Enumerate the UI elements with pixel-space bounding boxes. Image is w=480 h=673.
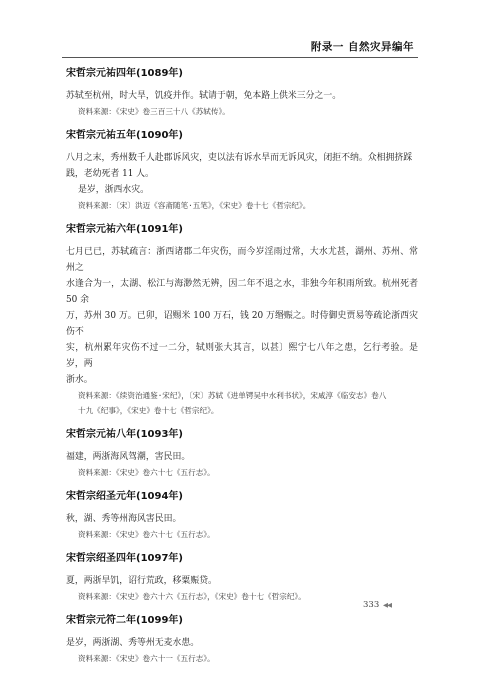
entry-text-line: 秋，湖、秀等州海风害民田。 xyxy=(66,514,182,524)
entry-text-line: 实，杭州累年灾伤不过一二分，轼则张大其言，以甚〕熙宁七八年之患，乞行考验。是岁，两 xyxy=(66,343,418,369)
chronicle-entry xyxy=(66,487,418,542)
folio-arrow-icon: ◀◀ xyxy=(383,601,391,609)
entry-title: 宋哲宗元符二年(1099年) xyxy=(66,615,183,626)
entry-text-line: 是岁，浙西水灾。 xyxy=(78,185,149,195)
source-citation: 十九《纪事》，《宋史》卷十七《哲宗纪》。 xyxy=(78,406,219,415)
source-citation: 资料来源：《续资治通鉴·宋纪》，〔宋〕苏轼《进单锷吴中水利书状》，宋咸淳《临安志》卷八 xyxy=(78,391,387,400)
chronicle-entry xyxy=(66,549,418,604)
chronicle-entry xyxy=(66,64,418,119)
source-citation: 资料来源：《宋史》卷六十七《五行志》。 xyxy=(78,530,215,539)
chronicle-entry xyxy=(66,611,418,666)
entry-text-line: 苏轼至杭州，时大旱，饥疫并作。轼请于朝，免本路上供米三分之一。 xyxy=(66,91,342,101)
source-citation: 资料来源：《宋史》卷六十七《五行志》。 xyxy=(78,468,215,477)
chronicle-entry xyxy=(66,220,418,418)
entry-text-line: 万，苏州 30 万。已卯，诏赐米 100 万石，钱 20 万缗赈之。时侍御史贾易等疏论浙西灾伤不 xyxy=(66,311,418,337)
running-head: 附录一 自然灾异编年 xyxy=(310,41,414,53)
entry-title: 宋哲宗元祐五年(1090年) xyxy=(66,130,183,141)
entry-text-line: 践，老幼死者 11 人。 xyxy=(66,169,154,179)
entry-text-line: 七月已已，苏轼疏言：浙西诸郡二年灾伤，而今岁淫雨过常，大水尤甚，湖州、苏州、常州之 xyxy=(66,247,418,273)
entry-title: 宋哲宗元祐六年(1091年) xyxy=(66,224,183,235)
page-number: 333 xyxy=(363,600,380,610)
header-rule xyxy=(62,57,418,58)
entry-text-line: 水逢合为一，太湖、松江与海渺然无辨，因二年不退之水，非独今年积雨所致。杭州死者 50 余 xyxy=(66,279,418,305)
source-citation: 资料来源：《宋史》卷三百三十八《苏轼传》。 xyxy=(78,107,230,116)
source-citation: 资料来源：《宋史》卷六十一《五行志》。 xyxy=(78,654,215,663)
entry-title: 宋哲宗元祐八年(1093年) xyxy=(66,429,183,440)
entry-title: 宋哲宗元祐四年(1089年) xyxy=(66,68,183,79)
entry-text-line: 夏，两浙旱饥，诏行荒政，移粟赈贷。 xyxy=(66,576,217,586)
entry-text-line: 八月之末，秀州数千人赴郡诉风灾，吏以法有诉水旱而无诉风灾，闭拒不纳。众相拥挤踩 xyxy=(66,153,413,163)
chronicle-entry xyxy=(66,425,418,480)
chronicle-entry xyxy=(66,126,418,213)
entry-text-line: 福建，两浙海风驾潮，害民田。 xyxy=(66,452,191,462)
source-citation: 资料来源：〔宋〕洪迈《容斋随笔·五笔》，《宋史》卷十七《哲宗纪》。 xyxy=(78,201,311,210)
chronicle-content xyxy=(66,64,418,673)
entry-text-line: 是岁，两浙湖、秀等州无麦水患。 xyxy=(66,638,200,648)
source-citation: 资料来源：《宋史》卷六十六《五行志》，《宋史》卷十七《哲宗纪》。 xyxy=(78,592,306,601)
entry-title: 宋哲宗绍圣四年(1097年) xyxy=(66,553,183,564)
entry-title: 宋哲宗绍圣元年(1094年) xyxy=(66,491,183,502)
entry-text-line: 浙水。 xyxy=(66,375,93,385)
